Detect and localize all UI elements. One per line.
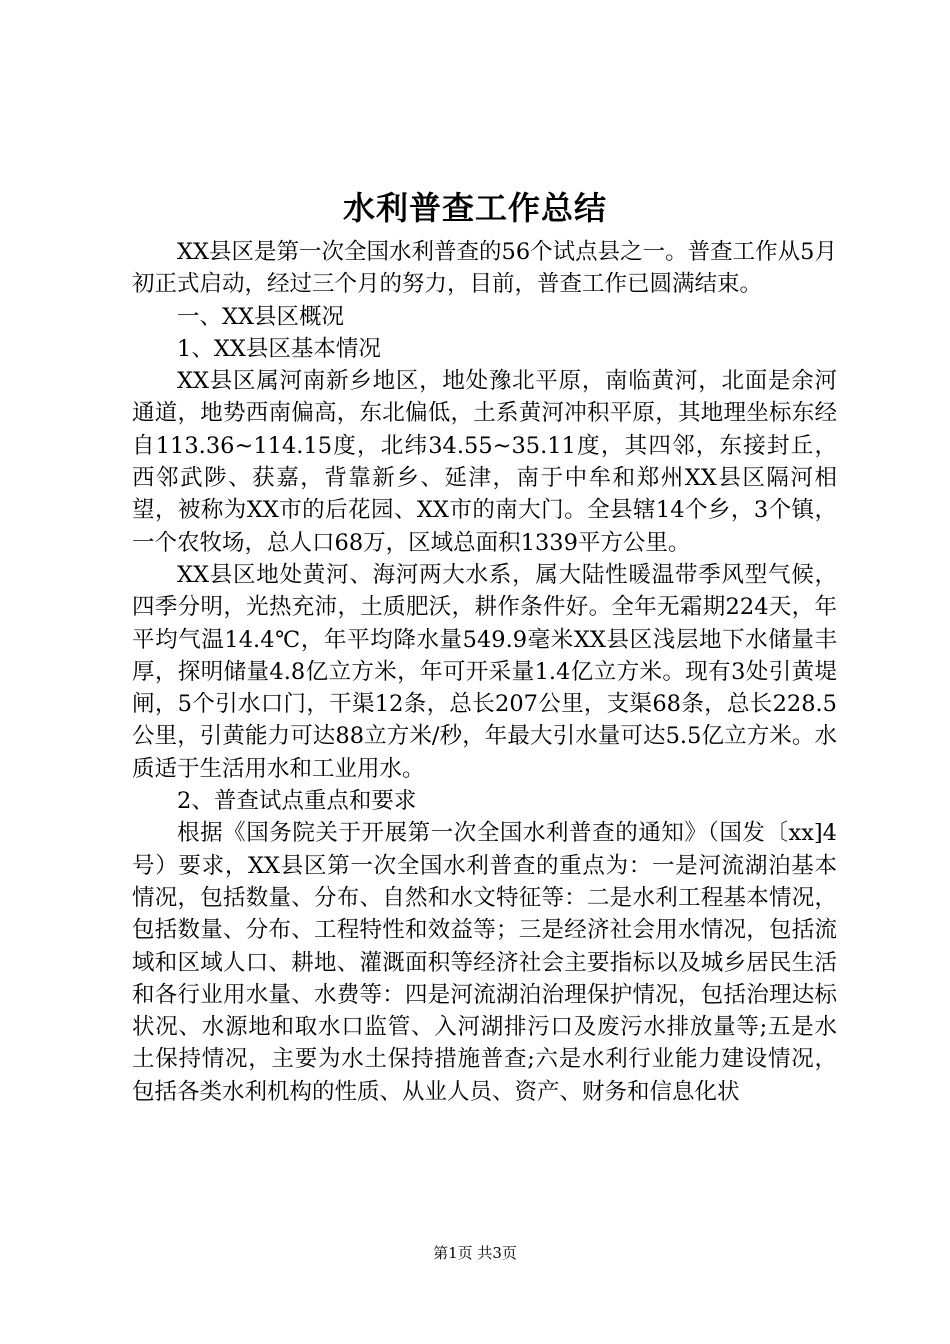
subsection-heading-census-focus: 2、普查试点重点和要求	[177, 788, 417, 815]
document-title: 水利普查工作总结	[342, 189, 607, 227]
document-body	[132, 236, 837, 1108]
paragraph-intro: XX县区是第一次全国水利普查的56个试点县之一。普查工作从5月初正式启动，经过三个月的努力，目前，普查工作已圆满结束。	[132, 239, 837, 298]
page-number-footer: 第1页 共3页	[433, 1244, 517, 1262]
paragraph-geography: XX县区属河南新乡地区，地处豫北平原，南临黄河，北面是余河通道，地势西南偏高，东北偏低，土系黄河冲积平原，其地理坐标东经自113.36~114.15度，北纬34.55~35.11度，其四邻，东接封丘，西邻武陟、获嘉，背靠新乡、延津，南于中牟和郑州XX县区隔河相望，被称为XX市的后花园、XX市的南大门。全县辖14个乡，3个镇，一个农牧场，总人口68万，区域总面积1339平方公里。	[132, 368, 837, 556]
subsection-heading-basic-info: 1、XX县区基本情况	[177, 335, 381, 362]
paragraph-climate-water: XX县区地处黄河、海河两大水系，属大陆性暖温带季风型气候，四季分明，光热充沛，土质肥沃，耕作条件好。全年无霜期224天，年平均气温14.4℃，年平均降水量549.9毫米XX县区浅层地下水储量丰厚，探明储量4.8亿立方米，年可开采量1.4亿立方米。现有3处引黄堤闸，5个引水口门，干渠12条，总长207公里，支渠68条，总长228.5公里，引黄能力可达88立方米/秒，年最大引水量可达5.5亿立方米。水质适于生活用水和工业用水。	[132, 561, 837, 782]
section-heading-overview: 一、XX县区概况	[177, 303, 345, 330]
paragraph-census-requirements: 根据《国务院关于开展第一次全国水利普查的通知》（国发〔xx]4号）要求，XX县区第一次全国水利普查的重点为：一是河流湖泊基本情况，包括数量、分布、自然和水文特征等：二是水利工程基本情况，包括数量、分布、工程特性和效益等；三是经济社会用水情况，包括流域和区域人口、耕地、灌溉面积等经济社会主要指标以及城乡居民生活和各行业用水量、水费等：四是河流湖泊治理保护情况，包括治理达标状况、水源地和取水口监管、入河湖排污口及废污水排放量等;五是水土保持情况，主要为水土保持措施普查;六是水利行业能力建设情况，包括各类水利机构的性质、从业人员、资产、财务和信息化状	[132, 820, 837, 1105]
